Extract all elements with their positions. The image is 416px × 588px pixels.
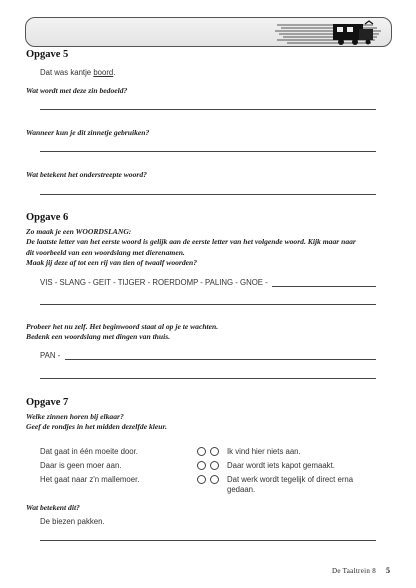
intro-line: Welke zinnen horen bij elkaar? <box>26 412 124 421</box>
match-left-item: Het gaat naar z'n mallemoer. <box>40 475 140 484</box>
answer-line[interactable] <box>40 378 376 379</box>
opgave7-question: Wat betekent dit? <box>26 503 80 512</box>
sentence-end: . <box>113 68 116 77</box>
opgave6-heading: Opgave 6 <box>26 212 69 223</box>
match-left-item: Dat gaat in één moeite door. <box>40 447 138 456</box>
opgave6-instruction <box>26 322 218 343</box>
opgave7-intro <box>26 412 167 433</box>
right-circle[interactable] <box>210 461 219 470</box>
opgave5-question-3: Wat betekent het onderstreepte woord? <box>26 170 147 179</box>
page-number: 5 <box>386 566 390 575</box>
right-circle[interactable] <box>210 447 219 456</box>
answer-line[interactable] <box>40 151 376 152</box>
intro-line: Geef de rondjes in het midden dezelfde kleur. <box>26 422 167 432</box>
opgave5-question-2: Wanneer kun je dit zinnetje gebruiken? <box>26 128 150 137</box>
train-illustration-icon <box>273 20 385 46</box>
intro-line: Zo maak je een WOORDSLANG: <box>26 227 132 236</box>
header-banner <box>25 17 392 47</box>
opgave5-sentence <box>40 68 115 77</box>
book-title: De Taaltrein 8 <box>331 567 376 575</box>
sentence-start: Dat was kantje <box>40 68 94 77</box>
answer-line[interactable] <box>40 540 376 541</box>
intro-line: dit voorbeeld van een woordslang met dierenamen. <box>26 247 185 257</box>
intro-line: De laatste letter van het eerste woord is gelijk aan de eerste letter van het volgende woord. Kijk maar naar <box>26 237 356 247</box>
intro-line: Maak jij deze af tot een rij van tien of twaalf woorden? <box>26 258 198 268</box>
woordslang-example: VIS - SLANG - GEIT - TIJGER - ROERDOMP - PALING - GNOE - <box>40 278 268 287</box>
match-right-item: Dat werk wordt tegelijk of direct erna gedaan. <box>227 475 354 494</box>
answer-line[interactable] <box>40 304 376 305</box>
instruction-line: Probeer het nu zelf. Het beginwoord staat al op je te wachten. <box>26 322 219 331</box>
opgave5-question-1: Wat wordt met deze zin bedoeld? <box>26 86 128 95</box>
left-circle[interactable] <box>197 447 206 456</box>
start-word: PAN - <box>40 351 61 360</box>
answer-line[interactable] <box>40 109 376 110</box>
opgave7-heading: Opgave 7 <box>26 397 69 408</box>
answer-line[interactable] <box>40 194 376 195</box>
opgave6-intro <box>26 227 386 269</box>
left-circle[interactable] <box>197 475 206 484</box>
idiom-phrase: De biezen pakken. <box>40 517 105 526</box>
match-left-item: Daar is geen moer aan. <box>40 461 122 470</box>
answer-line[interactable] <box>65 359 376 360</box>
answer-line[interactable] <box>272 286 376 287</box>
instruction-line: Bedenk een woordslang met dingen van thuis. <box>26 332 171 342</box>
opgave5-heading: Opgave 5 <box>26 49 69 60</box>
right-circle[interactable] <box>210 475 219 484</box>
left-circle[interactable] <box>197 461 206 470</box>
match-right-item: Daar wordt iets kapot gemaakt. <box>227 461 335 470</box>
underlined-word: boord <box>93 68 114 77</box>
match-right-item: Ik vind hier niets aan. <box>227 447 301 456</box>
